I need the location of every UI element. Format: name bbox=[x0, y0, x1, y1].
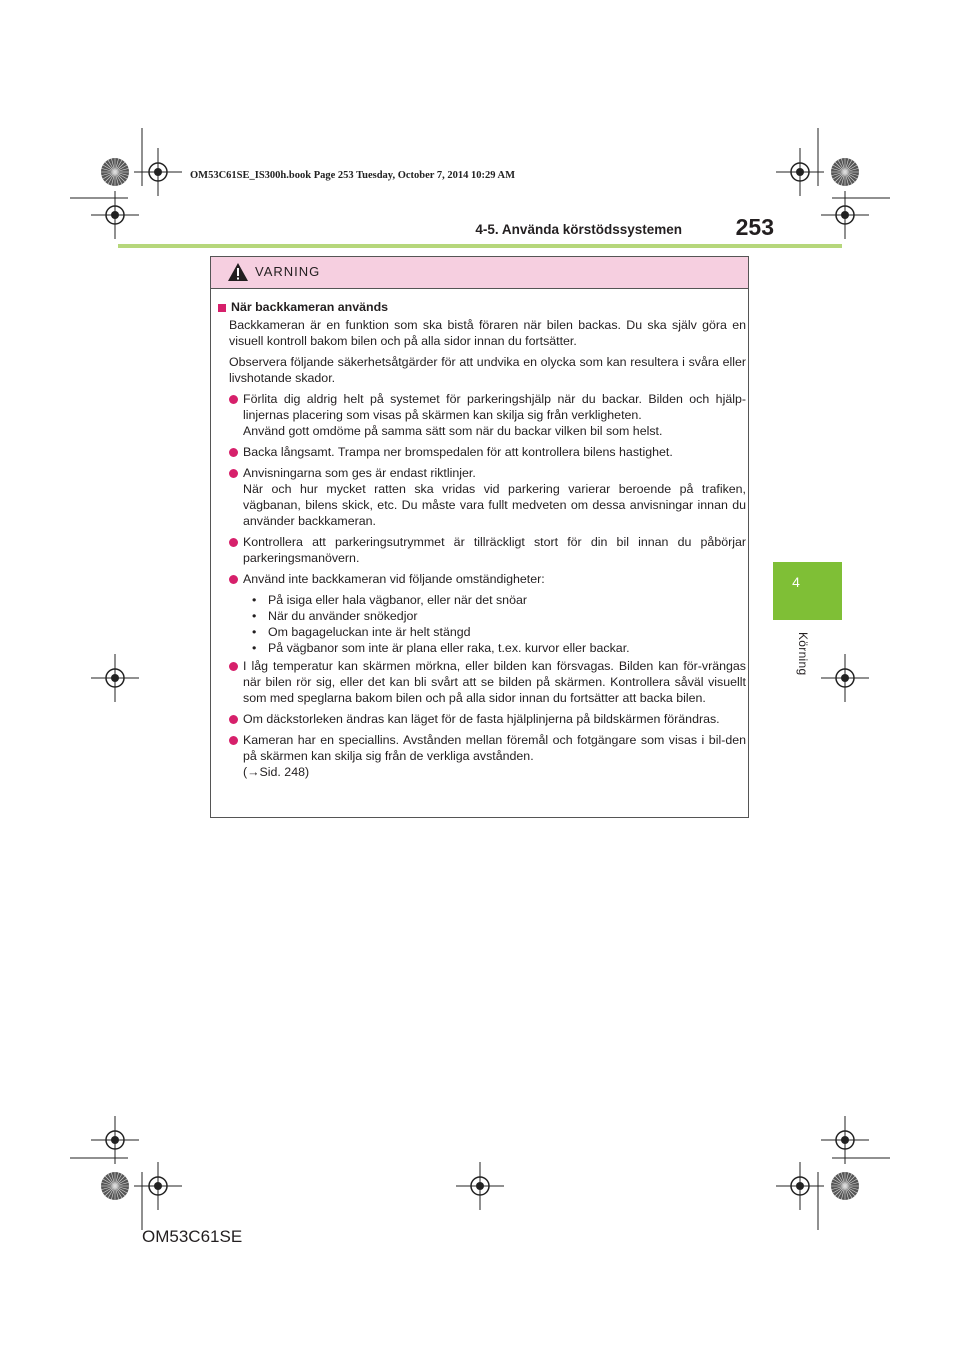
warning-triangle-icon bbox=[227, 262, 249, 282]
star-target-mark bbox=[831, 1172, 859, 1200]
chapter-label-text: Körning bbox=[796, 632, 810, 676]
star-target-mark bbox=[101, 158, 129, 186]
sub-marker: • bbox=[252, 625, 257, 639]
footer-code: OM53C61SE bbox=[142, 1227, 243, 1246]
bullet-item bbox=[218, 571, 746, 587]
sub-item-text: På vägbanor som inte är plana eller raka, t.ex. kurvor eller backar. bbox=[268, 641, 630, 655]
bullet-dot-icon bbox=[229, 736, 238, 745]
chapter-tab bbox=[773, 562, 842, 620]
header-rule bbox=[118, 244, 842, 248]
bullet-dot-icon bbox=[229, 575, 238, 584]
bullet-text: Använd inte backkameran vid följande omständigheter: bbox=[243, 572, 545, 586]
chapter-label bbox=[796, 632, 812, 692]
bullet-dot-icon bbox=[229, 662, 238, 671]
bullet-dot-icon bbox=[229, 715, 238, 724]
bullet-dot-icon bbox=[229, 469, 238, 478]
bullet-item bbox=[218, 658, 746, 706]
bullet-text: (→Sid. 248) bbox=[243, 765, 310, 779]
bullet-text: Kontrollera att parkeringsutrymmet är tillräckligt stort för din bil innan du påbörjar parkeringsmanövern. bbox=[243, 535, 746, 565]
sub-marker: • bbox=[252, 593, 257, 607]
square-bullet-icon bbox=[218, 304, 226, 312]
paragraph: Backkameran är en funktion som ska bistå föraren när bilen backas. Du ska själv göra en visuell kontroll bakom bilen och på alla sidor innan du fortsätter. bbox=[229, 318, 746, 348]
bullet-text: Använd gott omdöme på samma sätt som när du backar vilken bil som helst. bbox=[243, 424, 663, 438]
chapter-number: 4 bbox=[792, 574, 800, 590]
sub-item bbox=[250, 640, 746, 656]
bullet-text: Anvisningarna som ges är endast riktlinjer. bbox=[243, 466, 476, 480]
sub-marker: • bbox=[252, 641, 257, 655]
page-number: 253 bbox=[735, 214, 774, 240]
warning-content bbox=[218, 299, 746, 780]
sub-marker: • bbox=[252, 609, 257, 623]
bullet-text: Backa långsamt. Trampa ner bromspedalen för att kontrollera bilens hastighet. bbox=[243, 445, 673, 459]
bullet-item bbox=[218, 444, 746, 460]
bullet-item bbox=[218, 732, 746, 780]
bullet-dot-icon bbox=[229, 538, 238, 547]
bullet-text: När och hur mycket ratten ska vridas vid parkering varierar beroende på trafiken, vägbanan, bilens skick, etc. Du måste vara fullt medveten om dessa anvisningar innan du använder backkameran. bbox=[243, 482, 746, 528]
sub-item-text: På isiga eller hala vägbanor, eller när det snöar bbox=[268, 593, 527, 607]
bullet-dot-icon bbox=[229, 448, 238, 457]
sub-item bbox=[250, 592, 746, 608]
warning-box bbox=[210, 256, 749, 818]
print-info: OM53C61SE_IS300h.book Page 253 Tuesday, October 7, 2014 10:29 AM bbox=[190, 170, 516, 181]
bullet-item bbox=[218, 534, 746, 566]
section-heading-text: När backkameran används bbox=[231, 300, 389, 314]
sub-item bbox=[250, 608, 746, 624]
bullet-item bbox=[218, 391, 746, 439]
sub-item-text: När du använder snökedjor bbox=[268, 609, 418, 623]
bullet-text: Kameran har en speciallins. Avstånden mellan föremål och fotgängare som visas i bil-den på skärmen kan skilja sig från de verkliga avstånden. bbox=[243, 733, 746, 763]
sub-list bbox=[250, 592, 746, 656]
bullet-text: I låg temperatur kan skärmen mörkna, eller bilden kan försvagas. Bilden kan för-vrängas när bilen rör sig, eller det kan bli svårt att se bilden på skärmen. Kontrollera såväl visuellt som med speglarna bakom bilen och på alla sidor innan du fortsätter att backa bilen. bbox=[243, 659, 746, 705]
section-title: 4-5. Använda körstödssystemen bbox=[475, 222, 682, 237]
bullet-text: Om däckstorleken ändras kan läget för de fasta hjälplinjerna på bildskärmen förändras. bbox=[243, 712, 720, 726]
bullet-text: Förlita dig aldrig helt på systemet för parkeringshjälp när du backar. Bilden och hjälp-linjernas placering som visas på skärmen kan skilja sig från verkligheten. bbox=[243, 392, 746, 422]
warning-title: VARNING bbox=[255, 264, 321, 279]
paragraph: Observera följande säkerhetsåtgärder för att undvika en olycka som kan resultera i svåra eller livshotande skador. bbox=[229, 355, 746, 385]
section-heading bbox=[218, 299, 746, 315]
star-target-mark bbox=[101, 1172, 129, 1200]
bullet-item bbox=[218, 711, 746, 727]
warning-header bbox=[211, 257, 748, 289]
bullet-dot-icon bbox=[229, 395, 238, 404]
bullet-item bbox=[218, 465, 746, 529]
star-target-mark bbox=[831, 158, 859, 186]
sub-item-text: Om bagageluckan inte är helt stängd bbox=[268, 625, 471, 639]
sub-item bbox=[250, 624, 746, 640]
